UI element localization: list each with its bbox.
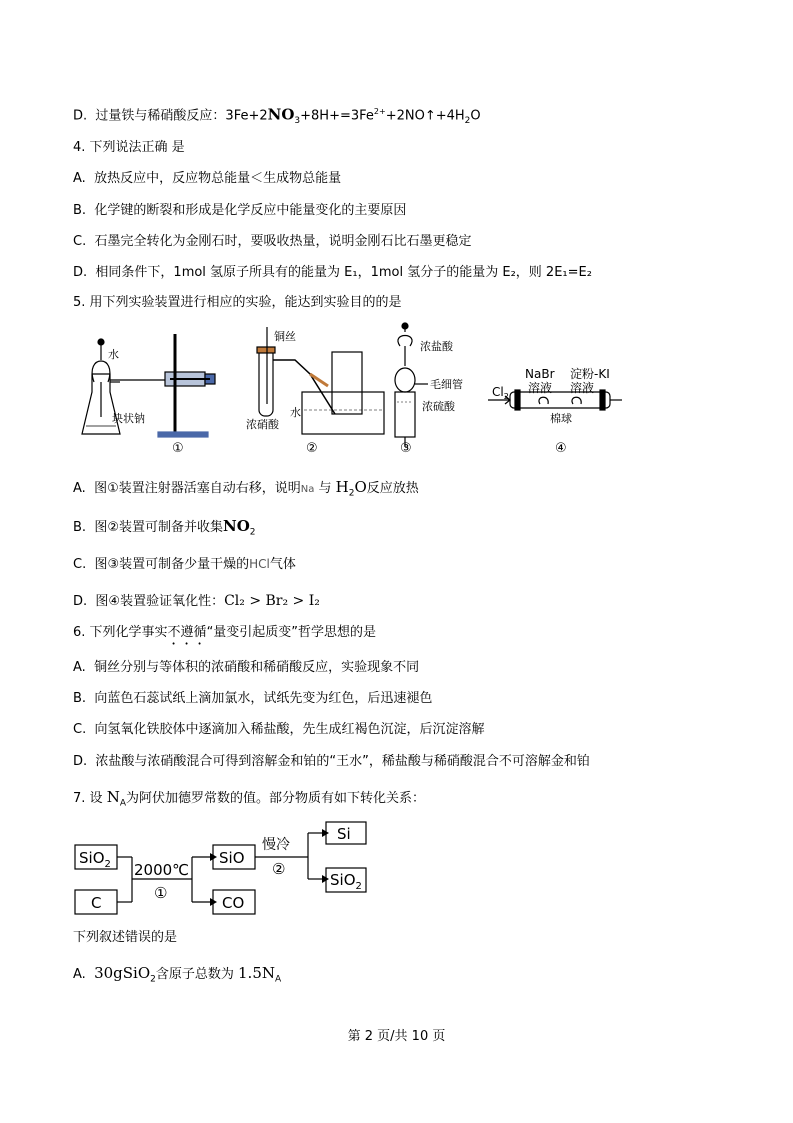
flow-slow-cool: 慢冷 <box>262 837 290 853</box>
q6-option-d: D. 浓盐酸与浓硝酸混合可得到溶解金和铂的“王水”，稀盐酸与稀硝酸混合不可溶解金和铂 <box>73 754 590 769</box>
label-nabr: NaBr <box>525 367 555 381</box>
q7-option-a: A. 30gSiO$_2$含原子总数为 $1.5N_A$ <box>73 964 282 985</box>
flow-step2: ② <box>272 860 286 878</box>
page-footer: 第 2 页/共 10 页 <box>347 1029 446 1044</box>
q5-apparatus-figure <box>70 322 625 457</box>
q4-option-a: A. 放热反应中，反应物总能量＜生成物总能量 <box>73 171 342 186</box>
flow-step1: ① <box>154 884 168 902</box>
label-conc-nitric: 浓硝酸 <box>246 418 279 431</box>
q4-option-d: D. 相同条件下，1mol 氢原子所具有的能量为 E₁，1mol 氢分子的能量为 E₂，则 2E₁=E₂ <box>73 265 592 280</box>
q7-after: 下列叙述错误的是 <box>73 930 178 945</box>
flow-sio2b: SiO$_2$ <box>330 871 362 892</box>
flow-co: CO <box>222 894 245 912</box>
flow-c: C <box>91 894 102 912</box>
label-conc-hcl: 浓盐酸 <box>420 340 453 353</box>
label-cl2: $Cl_2$ <box>492 385 509 401</box>
q7-stem: 7. 设 $N_A$为阿伏加德罗常数的值。部分物质有如下转化关系： <box>73 788 425 809</box>
label-sodium: 块状钠 <box>112 412 145 425</box>
label-fig-3: ③ <box>400 441 412 456</box>
flow-sio: SiO <box>219 849 245 867</box>
label-fig-4: ④ <box>555 441 567 456</box>
label-fig-1: ① <box>172 441 184 456</box>
label-starch-ki: 淀粉-KI <box>570 367 610 381</box>
label-copper-wire: 铜丝 <box>274 330 296 343</box>
label-cotton: 棉球 <box>550 412 572 425</box>
label-water2: 水 <box>290 406 301 419</box>
q5-stem: 5. 用下列实验装置进行相应的实验，能达到实验目的的是 <box>73 295 402 310</box>
q4-option-b: B. 化学键的断裂和形成是化学反应中能量变化的主要原因 <box>73 203 407 218</box>
q6-option-b: B. 向蓝色石蕊试纸上滴加氯水，试纸先变为红色，后迅速褪色 <box>73 691 433 706</box>
label-nabr-sol: 溶液 <box>528 381 553 395</box>
label-starch-sol: 溶液 <box>570 381 595 395</box>
q4-option-c: C. 石墨完全转化为金刚石时，要吸收热量，说明金刚石比石墨更稳定 <box>73 234 472 249</box>
q6-option-c: C. 向氢氧化铁胶体中逐滴加入稀盐酸，先生成红褐色沉淀，后沉淀溶解 <box>73 722 485 737</box>
label-conc-h2so4: 浓硫酸 <box>422 400 455 413</box>
label-capillary: 毛细管 <box>430 378 463 391</box>
q3-option-d: D. 过量铁与稀硝酸反应：$3Fe+2NO_3+8H+=3Fe^{2+}+2NO↑+4H_2O$ <box>73 105 481 126</box>
q6-option-a: A. 铜丝分别与等体积的浓硝酸和稀硝酸反应，实验现象不同 <box>73 660 420 675</box>
label-fig-2: ② <box>306 441 318 456</box>
flow-sio2: SiO$_2$ <box>79 849 111 870</box>
flow-temp: 2000℃ <box>134 861 190 879</box>
label-water: 水 <box>108 348 119 361</box>
q7-flow-diagram <box>70 818 380 920</box>
q6-stem: 6. 下列化学事实不遵循“量变引起质变”哲学思想的是 <box>73 625 377 640</box>
q5-option-c: C. 图③装置可制备少量干燥的HCl气体 <box>73 557 296 572</box>
q5-option-b: B. 图②装置可制备并收集$NO_2$ <box>73 517 256 538</box>
q5-option-a: A. 图①装置注射器活塞自动右移，说明Na 与 $H_2O$反应放热 <box>73 478 419 499</box>
q5-option-d: D. 图④装置验证氧化性：Cl₂ > Br₂ > I₂ <box>73 593 320 609</box>
q4-stem: 4. 下列说法正确 是 <box>73 140 185 155</box>
flow-si: Si <box>337 825 351 843</box>
